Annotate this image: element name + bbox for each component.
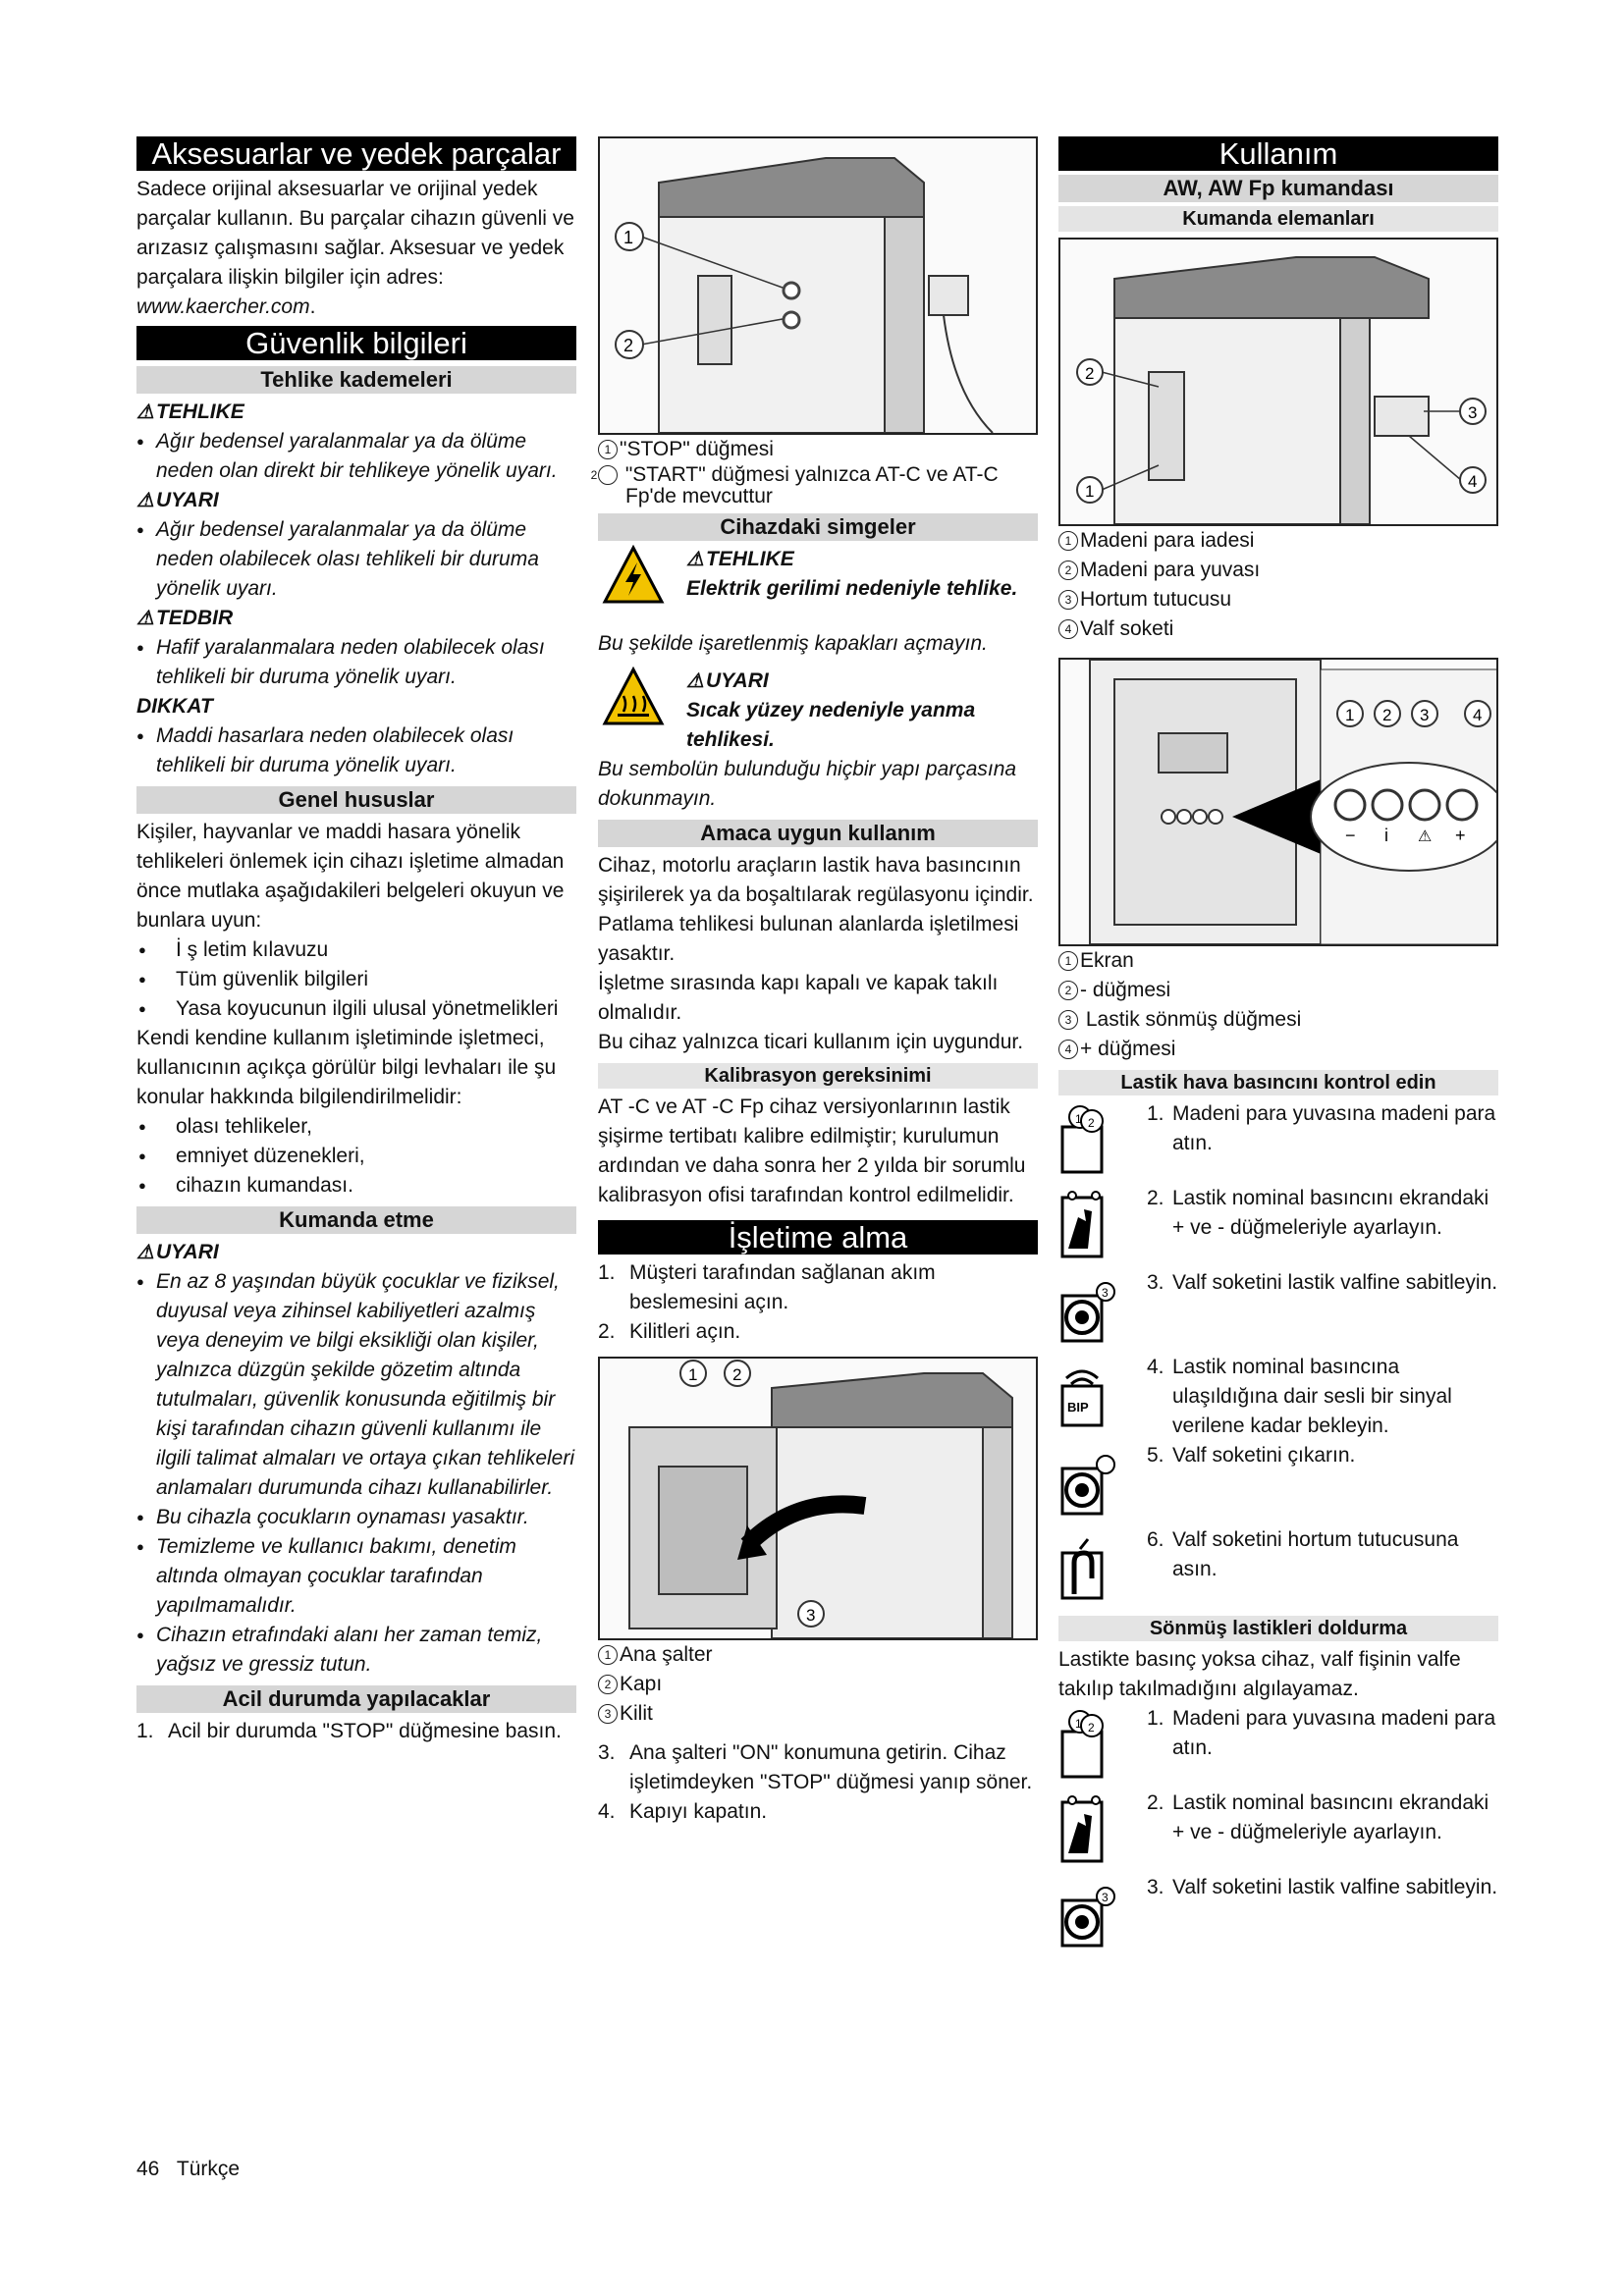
svg-text:1: 1	[1085, 482, 1095, 501]
hand-press-icon	[1058, 1188, 1121, 1260]
intended-use-heading: Amaca uygun kullanım	[598, 820, 1038, 847]
hot-surface-block: ⚠UYARI Sıcak yüzey nedeniyle yanma tehlikesi.	[598, 667, 1038, 751]
svg-text:1: 1	[1075, 1717, 1082, 1731]
intended-use-p4: Bu cihaz yalnızca ticari kullanım için uygundur.	[598, 1031, 1024, 1053]
warning-triangle-icon: ⚠	[136, 490, 154, 511]
svg-text:3: 3	[1420, 706, 1430, 724]
operation-warning-label: ⚠UYARI	[136, 1238, 576, 1267]
svg-text:1: 1	[1345, 706, 1355, 724]
legend-item: 3 Lastik sönmüş düğmesi	[1058, 1005, 1498, 1035]
hot-surface-icon	[602, 667, 665, 727]
intended-use-p3: İşletme sırasında kapı kapalı ve kapak takılı olmalıdır.	[598, 972, 999, 1024]
startup-step: 3. Ana şalteri "ON" konumuna getirin. Cihaz işletimdeyken "STOP" düğmesi yanıp söner.	[598, 1741, 1033, 1793]
coin-icon	[1058, 1103, 1121, 1176]
caution-label: ⚠TEDBIR	[136, 604, 576, 633]
operation-item: ● Cihazın etrafındaki alanı her zaman temiz, yağsız ve gressiz tutun.	[136, 1621, 576, 1680]
open-door-illustration	[600, 1359, 1038, 1638]
general-heading: Genel hususlar	[136, 786, 576, 814]
warning-triangle-icon: ⚠	[686, 549, 704, 570]
list-item: ● Tüm güvenlik bilgileri	[136, 965, 576, 994]
warning-triangle-icon: ⚠	[136, 401, 154, 423]
procedure-step: 3 3. Valf soketini lastik valfine sabitleyin.	[1058, 1268, 1498, 1353]
svg-text:1: 1	[1075, 1112, 1082, 1126]
hand-press-icon	[1058, 1792, 1121, 1865]
warning-triangle-icon: ⚠	[686, 670, 704, 692]
procedure-step: 3 3. Valf soketini lastik valfine sabitleyin.	[1058, 1873, 1498, 1957]
language-label: Türkçe	[176, 2158, 241, 2180]
legend-item: 1 "STOP" düğmesi	[598, 435, 1038, 464]
svg-text:2: 2	[1382, 706, 1392, 724]
warn-label: ⚠	[1418, 827, 1433, 845]
svg-text:1: 1	[623, 228, 634, 247]
bip-label: BIP	[1067, 1400, 1089, 1415]
intended-use-p1: Cihaz, motorlu araçların lastik hava basıncının şişirilerek ya da boşaltılarak regülasyonu içindir.	[598, 854, 1034, 906]
info-label: i	[1384, 826, 1388, 845]
legend-item: 2 "START" düğmesi yalnızca AT-C ve AT-C Fp'de mevcuttur	[590, 463, 999, 507]
tire-valve-icon	[1058, 1272, 1121, 1345]
emergency-step: 1. Acil bir durumda "STOP" düğmesine basın.	[136, 1720, 562, 1742]
symbols-heading: Cihazdaki simgeler	[598, 513, 1038, 541]
startup-step: 4. Kapıyı kapatın.	[598, 1800, 768, 1823]
svg-text:2: 2	[1088, 1116, 1095, 1130]
legend-item: 3 Kilit	[598, 1699, 1038, 1729]
hose-holder-icon	[1058, 1529, 1121, 1602]
list-item: ● cihazın kumandası.	[136, 1171, 576, 1201]
general-body-2: Kendi kendine kullanım işletiminde işletmeci, kullanıcının açıkça görülür bilgi levhaları ile şu konular hakkında bilgilendirilmelidir:	[136, 1027, 557, 1108]
svg-text:4: 4	[1473, 706, 1483, 724]
control-panel-figure	[1058, 658, 1498, 946]
danger-label: ⚠TEHLIKE	[136, 398, 576, 427]
legend-item: 3 Hortum tutucusu	[1058, 585, 1498, 614]
legend-item: 1 Ekran	[1058, 946, 1498, 976]
danger-text: ● Ağır bedensel yaralanmalar ya da ölüme neden olan direkt bir tehlikeye yönelik uyarı.	[136, 427, 576, 486]
accessories-heading: Aksesuarlar ve yedek parçalar	[136, 136, 576, 171]
warning-text: Bu sembolün bulunduğu hiçbir yapı parçasına dokunmayın.	[598, 758, 1017, 810]
list-item: ● Yasa koyucunun ilgili ulusal yönetmelikleri	[136, 994, 576, 1024]
general-body: Kişiler, hayvanlar ve maddi hasara yönelik tehlikeleri önlemek için cihazı işletime almadan önce mutlaka aşağıdakileri belgeleri okuyun ve bunlara uyun:	[136, 821, 565, 932]
warning-text: ● Ağır bedensel yaralanmalar ya da ölüme neden olabilecek olası tehlikeli bir duruma yönelik uyarı.	[136, 515, 576, 604]
device-illustration	[600, 138, 1038, 433]
electric-danger-block: ⚠TEHLIKE Elektrik gerilimi nedeniyle tehlike.	[598, 545, 1038, 629]
column-right	[1058, 136, 1498, 1957]
operation-item: ● Temizleme ve kullanıcı bakımı, denetim altında olmayan çocuklar tarafından yapılmamalıdır.	[136, 1532, 576, 1621]
page-footer	[136, 2158, 240, 2181]
stop-start-figure	[598, 136, 1038, 435]
operation-item: ● En az 8 yaşından büyük çocuklar ve fiziksel, duyusal veya zihinsel kabiliyetleri azalmış veya deneyim ve bilgi eksikliği olan kişiler, yalnızca düzgün şekilde gözetim altında tutulmaları, güvenlik konusunda eğitilmiş bir kişi tarafından cihazın güvenli kullanımı ile ilgili talimat almaları ve ortaya çıkan tehlikeleri anlamaları durumunda cihazı kullanabilirler.	[136, 1267, 576, 1503]
warning-triangle-icon: ⚠	[136, 1242, 154, 1263]
legend-item: 1 Ana şalter	[598, 1640, 1038, 1670]
check-pressure-heading: Lastik hava basıncını kontrol edin	[1058, 1070, 1498, 1095]
procedure-step: BIP 4. Lastik nominal basıncına ulaşıldığına dair sesli bir sinyal verilene kadar bekleyin.	[1058, 1353, 1498, 1441]
svg-text:2: 2	[1085, 364, 1095, 383]
warning-triangle-icon: ⚠	[136, 608, 154, 629]
caution-text: ● Hafif yaralanmalara neden olabilecek olası tehlikeli bir duruma yönelik uyarı.	[136, 633, 576, 692]
startup-heading: İşletime alma	[598, 1220, 1038, 1255]
flat-tire-body: Lastikte basınç yoksa cihaz, valf fişinin valfe takılıp takılmadığını algılayamaz.	[1058, 1648, 1461, 1700]
svg-text:2: 2	[1088, 1721, 1095, 1735]
svg-text:1: 1	[688, 1365, 698, 1384]
electric-hazard-icon	[602, 545, 665, 606]
plus-label: +	[1455, 826, 1466, 845]
warning-label: ⚠UYARI	[136, 486, 576, 515]
notice-label: DIKKAT	[136, 695, 213, 718]
column-left	[136, 136, 576, 1746]
legend-item: 4 + düğmesi	[1058, 1035, 1498, 1064]
legend-item: 4 Valf soketi	[1058, 614, 1498, 644]
beep-signal-icon	[1058, 1357, 1121, 1429]
flat-tire-heading: Sönmüş lastikleri doldurma	[1058, 1616, 1498, 1641]
list-item: ● emniyet düzenekleri,	[136, 1142, 576, 1171]
coin-icon	[1058, 1708, 1121, 1781]
legend-item: 2 Madeni para yuvası	[1058, 556, 1498, 585]
danger-levels-heading: Tehlike kademeleri	[136, 366, 576, 394]
control-heading: AW, AW Fp kumandası	[1058, 175, 1498, 202]
svg-text:2: 2	[732, 1365, 742, 1384]
accessories-url[interactable]: www.kaercher.com	[136, 295, 310, 318]
svg-text:3: 3	[1102, 1286, 1109, 1300]
startup-step: 2. Kilitleri açın.	[598, 1320, 741, 1343]
svg-text:3: 3	[1102, 1891, 1109, 1904]
tire-valve-remove-icon	[1058, 1445, 1121, 1518]
intended-use-p2: Patlama tehlikesi bulunan alanlarda işletilmesi yasaktır.	[598, 913, 1019, 965]
page-number: 46	[136, 2158, 160, 2180]
procedure-step: 5. Valf soketini çıkarın.	[1058, 1441, 1498, 1525]
tire-valve-icon	[1058, 1877, 1121, 1949]
list-item: ● olası tehlikeler,	[136, 1112, 576, 1142]
notice-text: ● Maddi hasarlara neden olabilecek olası tehlikeli bir duruma yönelik uyarı.	[136, 721, 576, 780]
procedure-step: 2. Lastik nominal basıncını ekrandaki + ve - düğmeleriyle ayarlayın.	[1058, 1789, 1498, 1873]
operation-heading: Kumanda etme	[136, 1206, 576, 1234]
control-elements-figure	[1058, 238, 1498, 526]
main-switch-figure	[598, 1357, 1038, 1640]
procedure-step: 2. Lastik nominal basıncını ekrandaki + ve - düğmeleriyle ayarlayın.	[1058, 1184, 1498, 1268]
svg-text:2: 2	[623, 336, 634, 355]
operation-item: ● Bu cihazla çocukların oynaması yasaktır.	[136, 1503, 576, 1532]
legend-item: 2 - düğmesi	[1058, 976, 1498, 1005]
procedure-step: 1 2 1. Madeni para yuvasına madeni para atın.	[1058, 1099, 1498, 1184]
minus-label: −	[1345, 826, 1356, 845]
startup-step: 1. Müşteri tarafından sağlanan akım beslemesini açın.	[598, 1261, 936, 1313]
control-panel-illustration	[1060, 660, 1498, 944]
list-item: ● İ ş letim kılavuzu	[136, 935, 576, 965]
accessories-body: Sadece orijinal aksesuarlar ve orijinal yedek parçalar kullanın. Bu parçalar cihazın güvenli ve arızasız çalışmasını sağlar. Aksesuar ve yedek parçalara ilişkin bilgiler için adres: www.kaercher.com.	[136, 178, 574, 318]
usage-heading: Kullanım	[1058, 136, 1498, 171]
column-middle	[590, 136, 1038, 1827]
calibration-body: AT -C ve AT -C Fp cihaz versiyonlarının lastik şişirme tertibatı kalibre edilmiştir; kurulumun ardından ve daha sonra her 2 yılda bir sorumlu kalibrasyon ofisi tarafından kontrol edilmelidir.	[598, 1095, 1026, 1206]
emergency-heading: Acil durumda yapılacaklar	[136, 1685, 576, 1713]
svg-text:4: 4	[1468, 472, 1478, 491]
legend-item: 1 Madeni para iadesi	[1058, 526, 1498, 556]
safety-heading: Güvenlik bilgileri	[136, 326, 576, 360]
svg-text:3: 3	[1468, 403, 1478, 422]
device-front-illustration	[1060, 240, 1498, 524]
elements-heading: Kumanda elemanları	[1058, 206, 1498, 232]
svg-text:3: 3	[806, 1606, 816, 1625]
calibration-heading: Kalibrasyon gereksinimi	[598, 1063, 1038, 1089]
procedure-step: 1 2 1. Madeni para yuvasına madeni para atın.	[1058, 1704, 1498, 1789]
danger-text: Bu şekilde işaretlenmiş kapakları açmayın.	[598, 632, 988, 655]
procedure-step: 6. Valf soketini hortum tutucusuna asın.	[1058, 1525, 1498, 1610]
legend-item: 2 Kapı	[598, 1670, 1038, 1699]
